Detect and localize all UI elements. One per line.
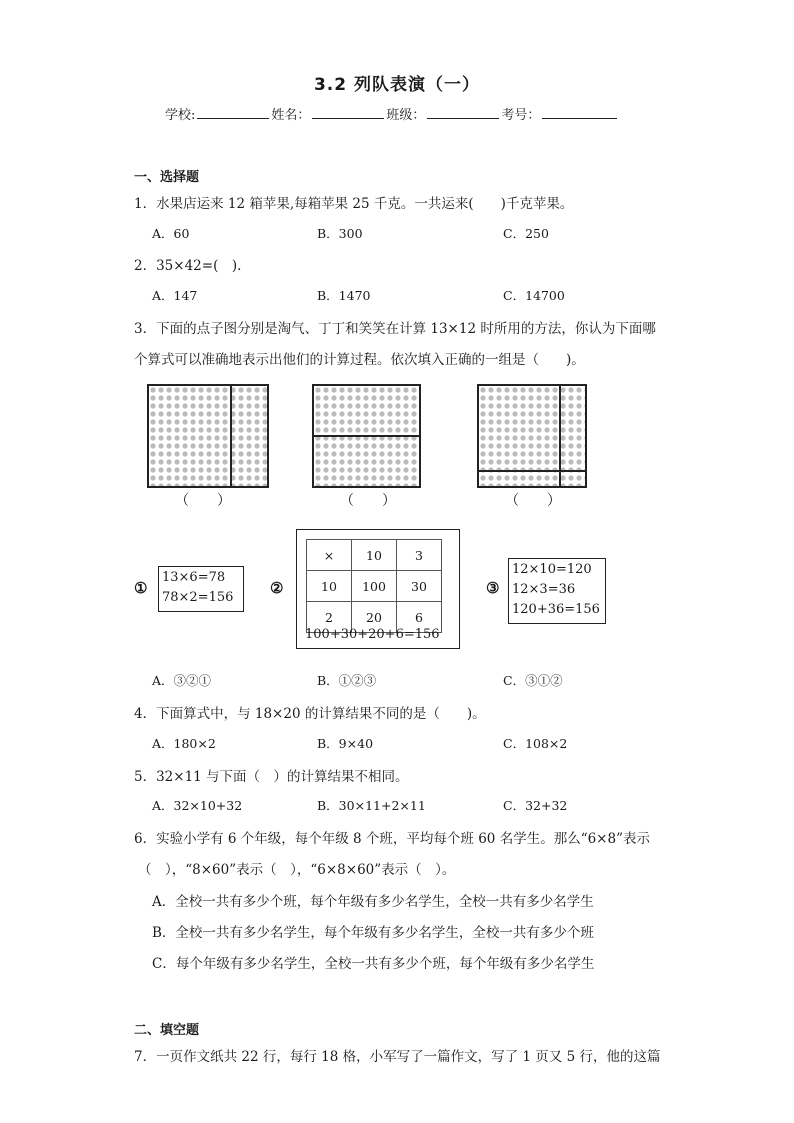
section-heading: 一、选择题: [134, 170, 200, 185]
question-text: 3．下面的点子图分别是淘气、丁丁和笑笑在计算 13×12 时所用的方法，你认为下面哪: [134, 321, 656, 337]
section-heading: 二、填空题: [134, 1023, 200, 1038]
grid-cell: ×: [307, 540, 352, 571]
option-c[interactable]: C．108×2: [503, 736, 568, 751]
calc-line: 12×3=36: [512, 582, 576, 597]
school-blank[interactable]: [197, 104, 269, 119]
grid-cell: 6: [397, 602, 442, 633]
multiplication-grid: [306, 539, 442, 633]
question-text: 7．一页作文纸共 22 行，每行 18 格，小军写了一篇作文，写了 1 页又 5 行，他的这篇: [134, 1049, 661, 1065]
split-line: [230, 386, 232, 486]
grid-cell: 3: [397, 540, 442, 571]
class-blank[interactable]: [427, 104, 499, 119]
question-text: 2．35×42=( ).: [134, 258, 242, 274]
option-b[interactable]: B．1470: [317, 288, 371, 303]
grid-cell: 20: [352, 602, 397, 633]
calc-line: 13×6=78: [162, 570, 226, 585]
question-text: 5．32×11 与下面（ ）的计算结果不相同。: [134, 769, 409, 785]
split-line: [314, 435, 419, 437]
option-a[interactable]: A．32×10+32: [152, 798, 243, 813]
option-a[interactable]: A．③②①: [152, 673, 212, 688]
calc-line: 12×10=120: [512, 562, 592, 577]
grid-cell: 2: [307, 602, 352, 633]
question-text: 1．水果店运来 12 箱苹果,每箱苹果 25 千克。一共运来( )千克苹果。: [134, 196, 574, 212]
grid-cell: 10: [307, 571, 352, 602]
method-marker: ①: [134, 579, 148, 597]
method-2-box: [296, 529, 460, 649]
option-a[interactable]: A．180×2: [152, 736, 216, 751]
option-a[interactable]: A．全校一共有多少个班，每个年级有多少名学生，全校一共有多少名学生: [152, 894, 594, 910]
name-blank[interactable]: [312, 104, 384, 119]
method-1-box: [158, 566, 244, 612]
name-label: 姓名：: [271, 108, 311, 123]
class-label: 班级：: [386, 108, 426, 123]
method-3-box: [508, 558, 606, 624]
exam-no-blank[interactable]: [542, 104, 617, 119]
answer-paren[interactable]: （ ）: [175, 493, 231, 509]
method-marker: ③: [486, 579, 500, 597]
calc-line: 78×2=156: [162, 590, 234, 605]
question-text: 6．实验小学有 6 个年级，每个年级 8 个班，平均每个班 60 名学生。那么“6×8”表示: [134, 831, 650, 847]
option-a[interactable]: A．60: [152, 226, 190, 241]
option-c[interactable]: C．250: [503, 226, 549, 241]
dot-pattern: [314, 386, 421, 488]
grid-sum: 100+30+20+6=156: [305, 627, 440, 642]
option-a[interactable]: A．147: [152, 288, 198, 303]
option-c[interactable]: C．14700: [503, 288, 565, 303]
dot-figure-taoqi: [147, 384, 269, 488]
grid-cell: 30: [397, 571, 442, 602]
calc-line: 120+36=156: [512, 602, 600, 617]
answer-paren[interactable]: （ ）: [340, 493, 396, 509]
option-c[interactable]: C．③①②: [503, 673, 563, 688]
option-b[interactable]: B．①②③: [317, 673, 377, 688]
dot-pattern: [149, 386, 269, 488]
method-marker: ②: [270, 579, 284, 597]
page-title: 3.2 列队表演（一）: [313, 75, 481, 95]
question-text: 4．下面算式中，与 18×20 的计算结果不同的是（ )。: [134, 706, 486, 722]
option-b[interactable]: B．9×40: [317, 736, 374, 751]
option-b[interactable]: B．30×11+2×11: [317, 798, 426, 813]
student-info-line: [165, 104, 619, 123]
question-text: （ ），“8×60”表示（ ），“6×8×60”表示（ ）。: [138, 862, 456, 878]
split-line: [479, 470, 585, 472]
dot-figure-xiaoxiao: [477, 384, 587, 488]
grid-cell: 10: [352, 540, 397, 571]
option-c[interactable]: C．每个年级有多少名学生，全校一共有多少个班，每个年级有多少名学生: [152, 956, 595, 972]
option-b[interactable]: B．全校一共有多少名学生，每个年级有多少名学生，全校一共有多少个班: [152, 925, 594, 941]
option-c[interactable]: C．32+32: [503, 798, 568, 813]
dot-figure-dingding: [312, 384, 421, 488]
exam-no-label: 考号：: [501, 108, 541, 123]
grid-cell: 100: [352, 571, 397, 602]
school-label: 学校:: [165, 108, 196, 123]
question-text: 个算式可以准确地表示出他们的计算过程。依次填入正确的一组是（ )。: [134, 352, 585, 368]
dot-pattern: [479, 386, 587, 488]
option-b[interactable]: B．300: [317, 226, 363, 241]
answer-paren[interactable]: （ ）: [505, 493, 561, 509]
